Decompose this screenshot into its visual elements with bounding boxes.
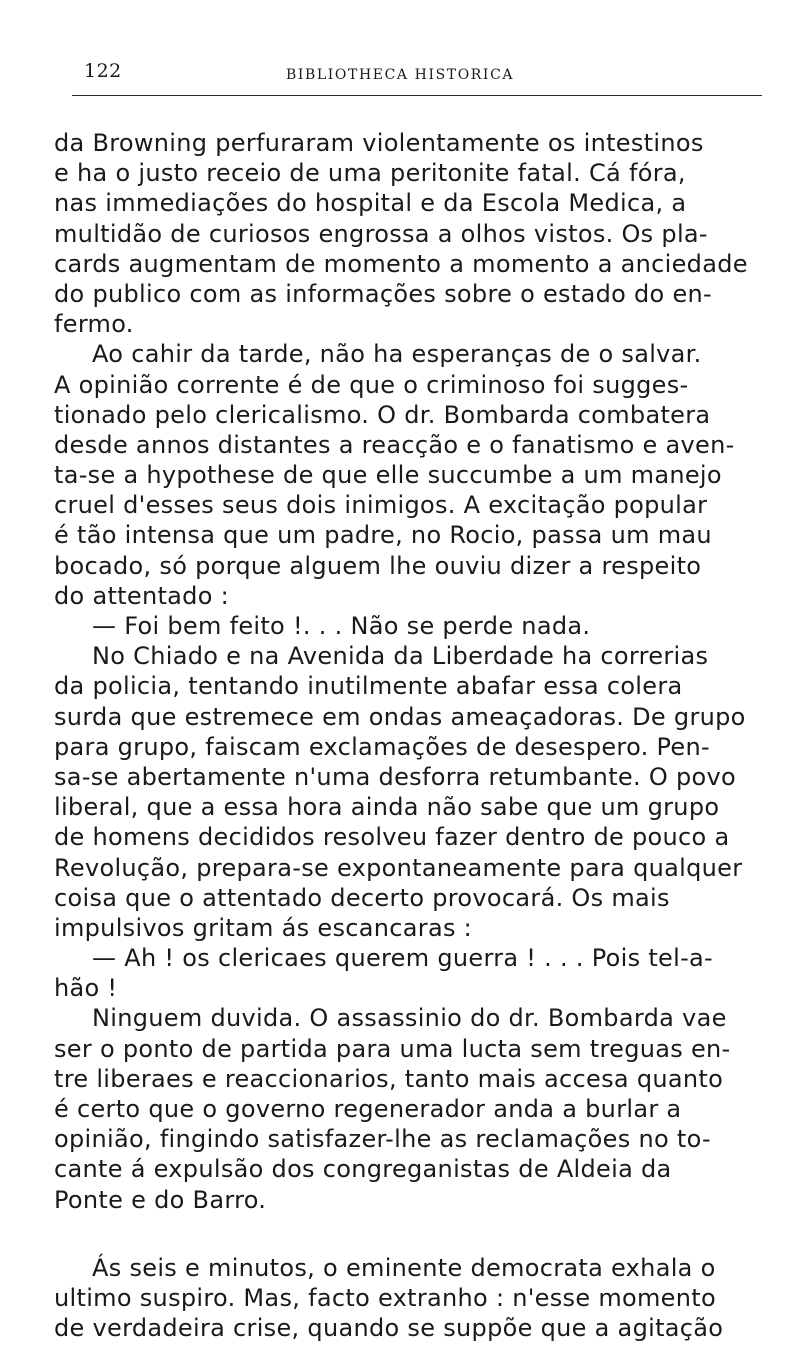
text-line: Ás seis e minutos, o eminente democrata exhala o (92, 1253, 716, 1282)
text-line: para grupo, faiscam exclamações de desespero. Pen- (54, 732, 710, 761)
text-line: ser o ponto de partida para uma lucta sem treguas en- (54, 1034, 731, 1063)
paragraph (54, 641, 758, 943)
text-line: liberal, que a essa hora ainda não sabe que um grupo (54, 793, 720, 822)
text-line: sa-se abertamente n'uma desforra retumbante. O povo (54, 762, 736, 791)
text-line: cante á expulsão dos congreganistas de Aldeia da (54, 1155, 672, 1184)
text-line: da Browning perfuraram violentamente os intestinos (54, 129, 704, 157)
text-line: nas immediações do hospital e da Escola Medica, a (54, 189, 687, 218)
text-line: opinião, fingindo satisfazer-lhe as reclamações no to- (54, 1125, 711, 1154)
text-line: Ninguem duvida. O assassinio do dr. Bombarda vae (92, 1004, 727, 1033)
text-line: desde annos distantes a reacção e o fanatismo e aven- (54, 430, 735, 459)
text-line: bocado, só porque alguem lhe ouviu dizer a respeito (54, 551, 702, 580)
text-line: do publico com as informações sobre o estado do en- (54, 279, 713, 308)
text-line: impulsivos gritam ás escancaras : (54, 913, 473, 942)
text-line: de verdadeira crise, quando se suppõe que a agitação (54, 1314, 724, 1343)
paragraph (54, 339, 758, 611)
text-line: Revolução, prepara-se expontaneamente para qualquer (54, 853, 743, 882)
page-number: 122 (84, 60, 122, 82)
text-line: é certo que o governo regenerador anda a burlar a (54, 1095, 682, 1123)
page-header (72, 58, 762, 98)
text-line: da policia, tentando inutilmente abafar essa colera (54, 672, 683, 701)
text-line: fermo. (54, 310, 134, 339)
text-line: coisa que o attentado decerto provocará. Os mais (54, 883, 670, 912)
text-line: é tão intensa que um padre, no Rocio, passa um mau (54, 521, 712, 550)
running-head: BIBLIOTHECA HISTORICA (286, 67, 515, 83)
header-rule (72, 95, 762, 96)
text-line: Ao cahir da tarde, não ha esperanças de o salvar. (92, 340, 702, 369)
text-line: ta-se a hypothese de que elle succumbe a um manejo (54, 461, 722, 490)
text-line: cards augmentam de momento a momento a anciedade (54, 249, 748, 278)
paragraph (54, 1253, 758, 1344)
text-line: surda que estremece em ondas ameaçadoras. De grupo (54, 702, 746, 731)
text-line: de homens decididos resolveu fazer dentro de pouco a (54, 823, 730, 852)
text-line: ultimo suspiro. Mas, facto extranho : n'esse momento (54, 1283, 716, 1312)
paragraph (54, 1003, 758, 1214)
text-line: No Chiado e na Avenida da Liberdade ha correrias (92, 642, 709, 671)
text-line: tre liberaes e reaccionarios, tanto mais accesa quanto (54, 1064, 724, 1093)
text-line: multidão de curiosos engrossa a olhos vistos. Os pla- (54, 219, 708, 248)
paragraph (54, 128, 758, 339)
text-line: cruel d'esses seus dois inimigos. A excitação popular (54, 491, 708, 520)
text-line: tionado pelo clericalismo. O dr. Bombarda combatera (54, 400, 711, 429)
paragraph (54, 611, 758, 641)
text-line: do attentado : (54, 581, 230, 610)
text-line: e ha o justo receio de uma peritonite fatal. Cá fóra, (54, 159, 686, 188)
text-line: Ponte e do Barro. (54, 1185, 267, 1214)
paragraph (54, 943, 758, 1003)
text-line: — Ah ! os clericaes querem guerra ! . . . Pois tel-a- (92, 944, 713, 973)
section-gap (54, 1215, 758, 1253)
body-text (54, 128, 758, 1343)
text-line: hão ! (54, 974, 118, 1003)
text-line: — Foi bem feito !. . . Não se perde nada. (92, 612, 591, 640)
text-line: A opinião corrente é de que o criminoso foi sugges- (54, 370, 689, 399)
